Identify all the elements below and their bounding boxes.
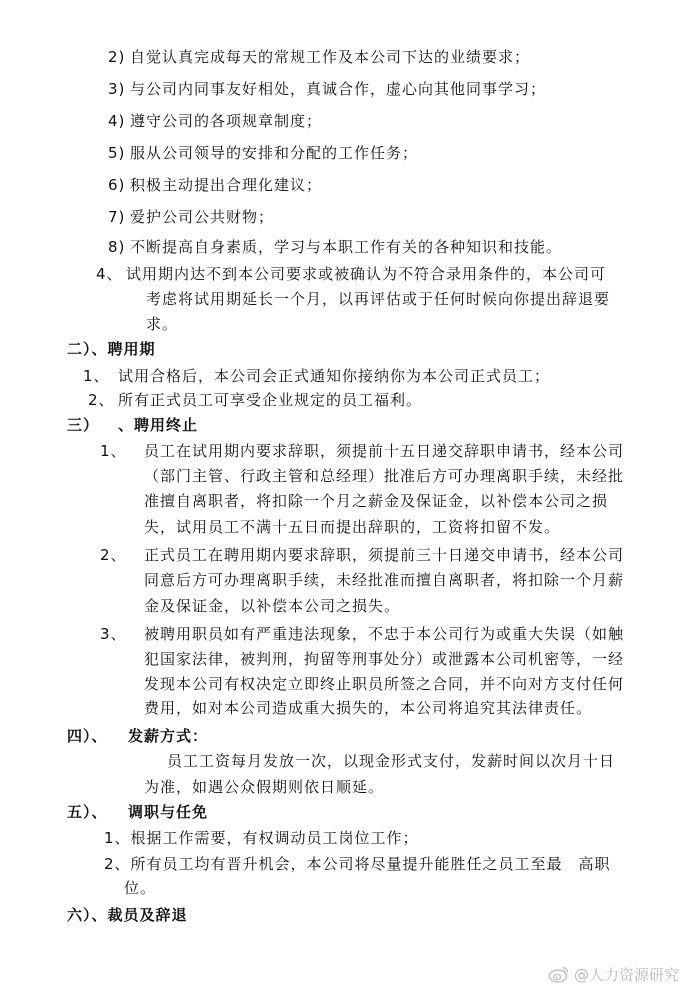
list-item-text: 服从公司领导的安排和分配的工作任务； <box>130 144 419 162</box>
section-heading-number: 五）、 <box>67 803 108 821</box>
watermark-text: @人力资源研究 <box>574 966 680 984</box>
list-item-text: 积极主动提出合理化建议； <box>130 176 323 194</box>
paragraph-line: 为准，如遇公众假期则依日顺延。 <box>144 778 385 796</box>
list-item-text: 位。 <box>124 879 157 897</box>
paragraph-line: 被聘用职员如有严重违法现象，不忠于本公司行为或重大失误（如触 <box>144 625 625 643</box>
paragraph-line: 金及保证金，以补偿本公司之损失。 <box>144 597 401 615</box>
list-item-text: 试用合格后，本公司会正式通知你接纳你为本公司正式员工； <box>118 367 551 385</box>
list-item-number: 7) <box>108 208 126 226</box>
list-item-number: 6) <box>108 176 126 194</box>
paragraph-line: 试用期内达不到本公司要求或被确认为不符合录用条件的，本公司可 <box>126 265 607 283</box>
list-item-text: 所有正式员工可享受企业规定的员工福利。 <box>118 391 423 409</box>
section-heading: 二）、聘用期 <box>67 340 156 358</box>
list-item-number: 1、 <box>83 367 110 385</box>
paragraph-line: 员工工资每月发放一次，以现金形式支付，发薪时间以次月十日 <box>167 752 616 770</box>
paragraph-line: 考虑将试用期延长一个月，以再评估或于任何时候向你提出辞退要 <box>146 290 611 308</box>
paragraph-line: 费用，如对本公司造成重大损失的，本公司将追究其法律责任。 <box>144 699 593 717</box>
list-item-text: 不断提高自身素质，学习与本职工作有关的各种知识和技能。 <box>130 238 563 256</box>
paragraph-line: 失，试用员工不满十五日而提出辞职的，工资将扣留不发。 <box>144 518 561 536</box>
paragraph-line: 求。 <box>146 315 179 333</box>
list-item-text: 遵守公司的各项规章制度； <box>130 112 323 130</box>
section-heading: 调职与任免 <box>128 803 209 821</box>
section-heading: 、聘用终止 <box>118 416 199 434</box>
section-heading: 发薪方式： <box>128 727 209 745</box>
list-item-text: 1、根据工作需要，有权调动员工岗位工作； <box>104 829 419 847</box>
list-item-text: 自觉认真完成每天的常规工作及本公司下达的业绩要求； <box>130 48 531 66</box>
section-heading-number: 三） <box>67 416 100 434</box>
list-item-number: 3) <box>108 80 126 98</box>
list-item-number: 4、 <box>96 265 123 283</box>
list-item-number: 2) <box>108 48 126 66</box>
paragraph-line: （部门主管、行政主管和总经理）批准后方可办理离职手续，未经批 <box>144 467 625 485</box>
list-item-text: 爱护公司公共财物； <box>130 208 275 226</box>
list-item-text: 2、所有员工均有晋升机会，本公司将尽量提升能胜任之员工至最 高职 <box>104 855 611 873</box>
section-heading: 六）、裁员及辞退 <box>67 906 188 924</box>
list-item-number: 2、 <box>100 546 127 564</box>
paragraph-line: 准擅自离职者，将扣除一个月之薪金及保证金，以补偿本公司之损 <box>144 492 609 510</box>
paragraph-line: 发现本公司有权决定立即终止职员所签之合同，并不向对方支付任何 <box>144 675 625 693</box>
list-item-number: 2、 <box>88 391 115 409</box>
list-item-number: 1、 <box>100 442 127 460</box>
list-item-number: 3、 <box>100 625 127 643</box>
list-item-number: 4) <box>108 112 126 130</box>
paragraph-line: 正式员工在聘用期内要求辞职，须提前三十日递交申请书，经本公司 <box>144 546 625 564</box>
watermark <box>548 963 698 987</box>
paragraph-line: 同意后方可办理离职手续，未经批准而擅自离职者，将扣除一个月薪 <box>144 571 625 589</box>
weibo-logo-icon <box>548 963 570 985</box>
list-item-text: 与公司内同事友好相处，真诚合作，虚心向其他同事学习； <box>130 80 547 98</box>
paragraph-line: 犯国家法律，被判刑，拘留等刑事处分）或泄露本公司机密等，一经 <box>144 650 625 668</box>
paragraph-line: 员工在试用期内要求辞职，须提前十五日递交辞职申请书，经本公司 <box>144 442 625 460</box>
list-item-number: 8) <box>108 238 126 256</box>
section-heading-number: 四）、 <box>67 727 108 745</box>
list-item-number: 5) <box>108 144 126 162</box>
